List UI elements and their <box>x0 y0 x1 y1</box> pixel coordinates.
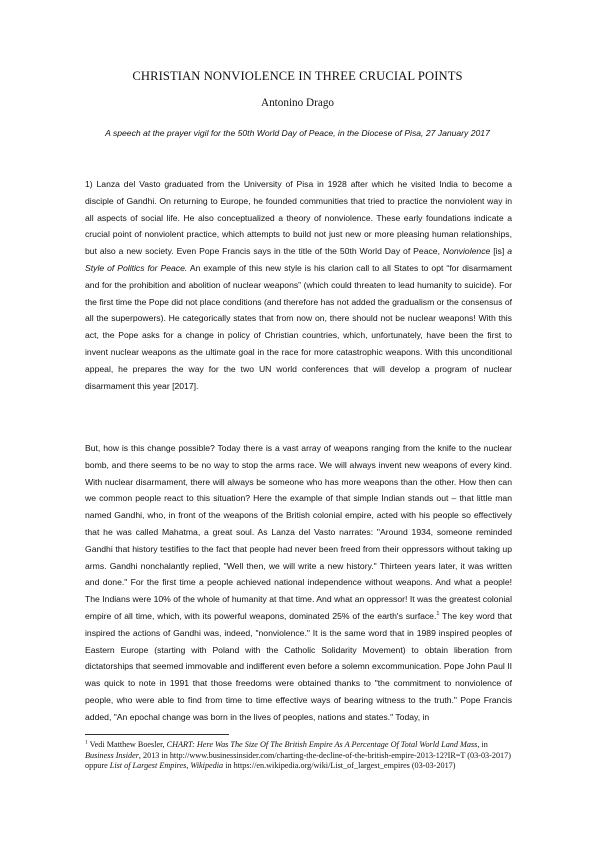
paragraph-1-text-c: An example of this new style is his clarion call to all States to opt “for disarmament and for the prohibition and abolition of nuclear weapons” (which could threaten to lead humanity to suicide). For the first time the Pope did not place conditions (and therefore has not added the gradualism or the consensus of all the superpowers). He categorically states that from now on, there should not be nuclear weapons! With this act, the Pope asks for a change in policy of Christian countries, which, unfortunately, have been the first to invent nuclear weapons as the ultimate goal in the race for more catastrophic weapons. With this unconditional appeal, he prepares the way for the two UN world conferences that will develop a program of nuclear disarmament this year [2017]. <box>85 262 512 391</box>
paragraph-2-text-b: The key word that inspired the actions of Gandhi was, indeed, "nonviolence." It is the same word that in 1989 inspired peoples of Eastern Europe (starting with Poland with the Catholic Solidarity Movement) to obtain liberation from dictatorships that seemed immovable and indifferent even before a solemn excommunication. Pope John Paul II was quick to note in 1991 that those freedoms were obtained thanks to "the commitment to nonviolence of people, who were able to find from time to time effective ways of bearing witness to the truth." Pope Francis added, "An epochal change was born in the lives of peoples, nations and states." Today, in <box>85 610 512 722</box>
footnote-separator <box>85 734 229 735</box>
paragraph-1-text-a: 1) Lanza del Vasto graduated from the University of Pisa in 1928 after which he visited India to become a disciple of Gandhi. On returning to Europe, he founded communities that tried to practice the nonviolent way in all aspects of social life. He also conceptualized a theory of nonviolence. These early foundations indicate a crucial point of nonviolent practice, which attempts to build not just new or more pleasing human relationships, but also a new society. Even Pope Francis says in the title of the 50th World Day of Peace, <box>85 179 512 257</box>
footnote-text-a: Vedi Matthew Boesler, <box>87 740 167 749</box>
footnote-text-b: , in <box>477 740 488 749</box>
footnote-reference[interactable]: 1 <box>436 611 440 618</box>
footnote-number: 1 <box>85 739 88 746</box>
footnote <box>85 740 512 772</box>
paragraph-1-text-b: [is] <box>490 246 508 257</box>
footnote-text-c[interactable]: , 2013 in http://www.businessinsider.com/charting-the-decline-of-the-british-empire-2013-12?IR=T (03-03-2017) oppure <box>85 750 511 771</box>
body-paragraph-1 <box>85 176 512 394</box>
paragraph-2-text-a: But, how is this change possible? Today there is a vast array of weapons ranging from the knife to the nuclear bomb, and there seems to be no way to stop the arms race. We will always invent new weapons of every kind. With nuclear disarmament, there will always be someone who has more weapons than the other. How then can we common people react to this situation? Here the example of that simple Indian stands out – that little man named Gandhi, who, in front of the weapons of the British colonial empire, acted with his people so effectively that he was called Mahatma, a great soul. As Lanza del Vasto narrates: "Around 1934, someone reminded Gandhi that history testifies to the fact that people had never been freed from their oppressors without taking up arms. Gandhi nonchalantly replied, "Well then, we will write a new history." Thirteen years later, it was written and done." For the first time a people achieved national independence without weapons. And what a people! The Indians were 10% of the whole of humanity at that time. And what an oppressor! It was the greatest colonial empire of all time, which, with its powerful weapons, dominated 25% of the earth's surface. <box>85 443 512 621</box>
document-title: CHRISTIAN NONVIOLENCE IN THREE CRUCIAL POINTS <box>132 69 463 83</box>
author-name: Antonino Drago <box>260 97 335 109</box>
paragraph-1-italic-b: a Style of Politics for Peace. <box>85 246 512 273</box>
footnote-italic-c: List of Largest Empires <box>109 761 187 771</box>
paragraph-1-italic-a: Nonviolence <box>442 246 491 257</box>
footnote-italic-a: CHART: Here Was The Size Of The British Empire As A Percentage Of Total World Land Mass <box>166 740 478 749</box>
footnote-italic-d: Wikipedia <box>190 761 224 771</box>
footnote-italic-b: Business Insider <box>85 750 139 760</box>
document-subtitle: A speech at the prayer vigil for the 50th World Day of Peace, in the Diocese of Pisa, 27 January 2017 <box>105 128 490 138</box>
footnote-text-e[interactable]: in https://en.wikipedia.org/wiki/List_of_largest_empires (03-03-2017) <box>223 761 456 771</box>
body-paragraph-2 <box>85 440 512 726</box>
footnote-text-d: , <box>186 761 191 771</box>
